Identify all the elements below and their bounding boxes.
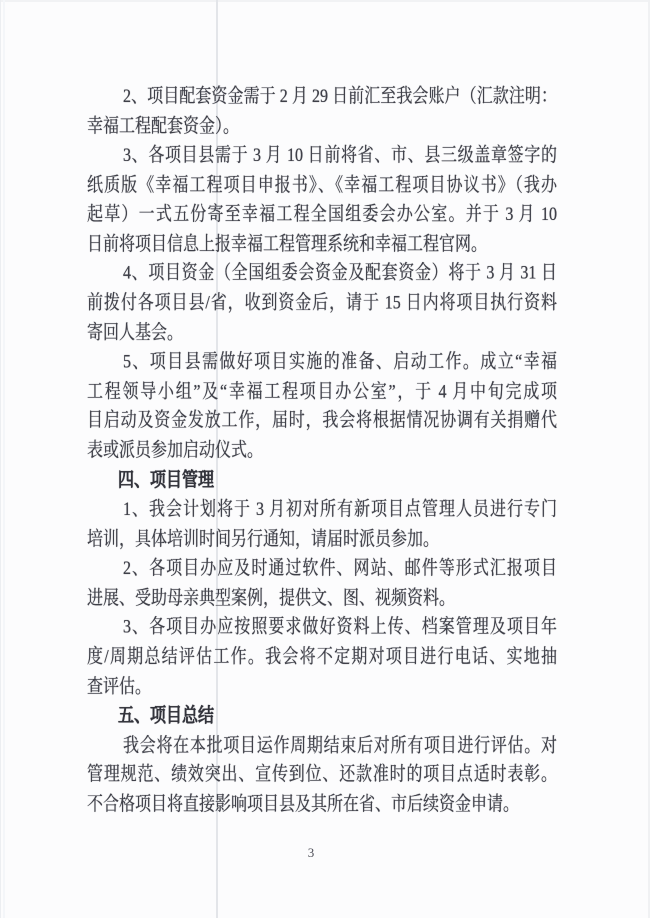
text-line: 5、项目县需做好项目实施的准备、启动工作。成立“幸福 [123, 352, 557, 373]
page-number: 3 [307, 845, 315, 860]
text-line: 3、各项目县需于 3 月 10 日前将省、市、县三级盖章签字的 [123, 145, 557, 166]
paragraph [87, 614, 557, 702]
text-line: 幸福工程配套资金）。 [87, 116, 240, 137]
text-line: 目启动及资金发放工作，届时，我会将根据情况协调有关捐赠代 [87, 411, 557, 432]
paragraph [87, 142, 557, 260]
paragraph [87, 732, 557, 820]
paragraph [87, 83, 557, 142]
text-line: 2、项目配套资金需于 2 月 29 日前汇至我会账户（汇款注明： [123, 86, 557, 107]
paragraph [87, 496, 557, 555]
section-heading [87, 702, 557, 731]
document-body [87, 83, 557, 820]
paragraph [87, 555, 557, 614]
scan-edge-top [0, 0, 650, 2]
text-line: 工程领导小组”及“幸福工程项目办公室”，于 4 月中旬完成项 [87, 381, 557, 402]
text-line: 2、各项目办应及时通过软件、网站、邮件等形式汇报项目 [123, 558, 557, 579]
text-line: 表或派员参加启动仪式。 [87, 440, 264, 461]
text-line: 前拨付各项目县/省，收到资金后，请于 15 日内将项目执行资料 [87, 293, 557, 314]
text-line: 起草）一式五份寄至幸福工程全国组委会办公室。并于 3 月 10 [87, 204, 557, 225]
text-line: 不合格项目将直接影响项目县及其所在省、市后续资金申请。 [87, 794, 520, 815]
text-line: 我会将在本批项目运作周期结束后对所有项目进行评估。对 [123, 735, 557, 756]
text-line: 度/周期总结评估工作。我会将不定期对项目进行电话、实地抽 [87, 646, 557, 668]
text-line: 五、项目总结 [118, 705, 215, 727]
scan-edge-left [0, 0, 1, 918]
text-line: 进展、受助母亲典型案例，提供文、图、视频资料。 [87, 587, 456, 609]
text-line: 四、项目管理 [118, 470, 215, 491]
paragraph [87, 260, 557, 348]
text-line: 管理规范、绩效突出、宣传到位、还款准时的项目点适时表彰。 [87, 764, 557, 786]
section-heading [87, 466, 557, 495]
text-line: 3、各项目办应按照要求做好资料上传、档案管理及项目年 [123, 617, 557, 638]
text-line: 纸质版《幸福工程项目申报书》、《幸福工程项目协议书》（我办 [87, 175, 557, 196]
scan-edge-left-inner [3, 0, 5, 918]
text-line: 培训，具体培训时间另行通知，请届时派员参加。 [87, 529, 440, 550]
text-line: 4、项目资金（全国组委会资金及配套资金）将于 3 月 31 日 [123, 263, 557, 284]
text-line: 日前将项目信息上报幸福工程管理系统和幸福工程官网。 [87, 234, 488, 255]
paragraph [87, 348, 557, 466]
text-line: 寄回人基会。 [87, 322, 184, 343]
text-line: 查评估。 [87, 676, 152, 697]
text-line: 1、我会计划将于 3 月初对所有新项目点管理人员进行专门 [123, 499, 557, 520]
